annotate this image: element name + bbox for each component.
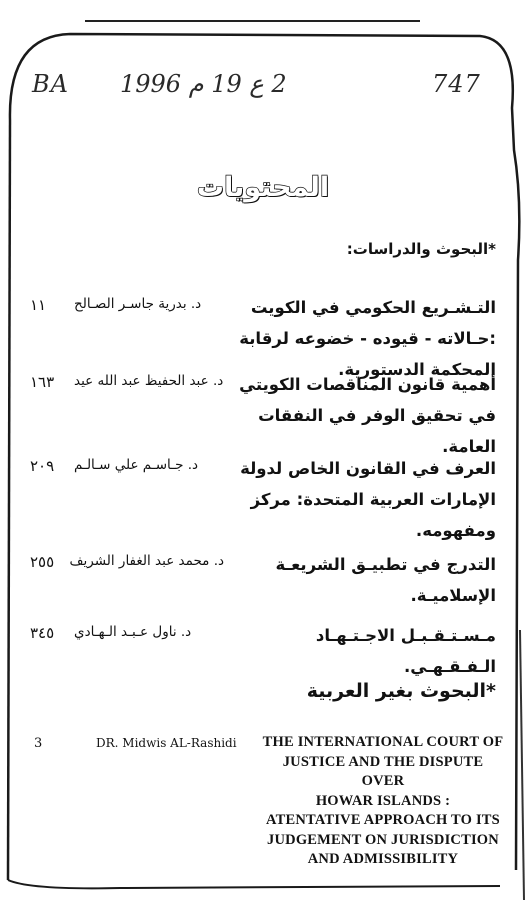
- toc-page-number: ١٦٣: [30, 373, 55, 391]
- toc-author: د. جـاسـم علي سـالـم: [74, 457, 199, 473]
- title-line: JUSTICE AND THE DISPUTE: [282, 753, 484, 770]
- toc-title: التـشـريع الحكومي في الكويت :حـالاته - قيوده - خضوعه لرقابة المحكمة الدستورية.: [239, 298, 496, 379]
- toc-author: د. عبد الحفيظ عبد الله عيد: [74, 373, 224, 389]
- toc-title: التدرج في تطبيـق الشريعـة الإسلاميـة.: [275, 555, 496, 605]
- toc-entry: [30, 296, 496, 379]
- handwritten-date: 2 ع 19 م 1996: [120, 70, 287, 98]
- toc-entry-english: [20, 733, 508, 873]
- section-heading-foreign: *البحوث بغير العربية: [306, 680, 496, 702]
- title-line: ATENTATIVE APPROACH TO ITS: [266, 812, 500, 828]
- toc-title: أهمية قانون المناقصات الكويتي في تحقيق الوفر في النفقات العامة.: [239, 375, 496, 456]
- toc-entry: [30, 624, 496, 684]
- toc-page-number: 3: [34, 736, 43, 751]
- toc-author: د. محمد عبد الغفار الشريف: [69, 553, 224, 569]
- handwritten-code: BA: [32, 70, 69, 98]
- toc-entry: [30, 457, 496, 540]
- title-line: THE INTERNATIONAL COURT OF: [262, 734, 504, 750]
- title-line: OVER: [361, 773, 405, 789]
- toc-author: DR. Midwis AL-Rashidi: [96, 736, 237, 750]
- top-rule: [85, 20, 420, 22]
- toc-author: د. ناول عـبـد الـهـادي: [74, 624, 192, 640]
- toc-title-english: [258, 733, 508, 870]
- title-line: AND ADMISSIBILITY: [307, 851, 459, 867]
- toc-page-number: ١١: [30, 296, 47, 314]
- page-title: المحتويات: [196, 172, 330, 203]
- toc-page-number: ٢٠٩: [30, 457, 55, 475]
- toc-entry: [30, 373, 496, 456]
- toc-entry: [30, 553, 496, 613]
- toc-title: مـسـتـقـبـل الاجـتـهـاد الـفـقـهـي.: [315, 626, 496, 676]
- section-heading-research: *البحوث والدراسات:: [346, 240, 496, 258]
- title-line: JUDGEMENT ON JURISDICTION: [267, 831, 499, 848]
- handwritten-number: 747: [432, 70, 481, 98]
- toc-author: د. بدرية جاسـر الصـالح: [74, 296, 202, 312]
- title-line: HOWAR ISLANDS :: [315, 792, 451, 809]
- toc-page-number: ٣٤٥: [30, 624, 55, 642]
- toc-page-number: ٢٥٥: [30, 553, 55, 571]
- toc-title: العرف في القانون الخاص لدولة الإمارات العربية المتحدة: مركز ومفهومه.: [240, 459, 496, 540]
